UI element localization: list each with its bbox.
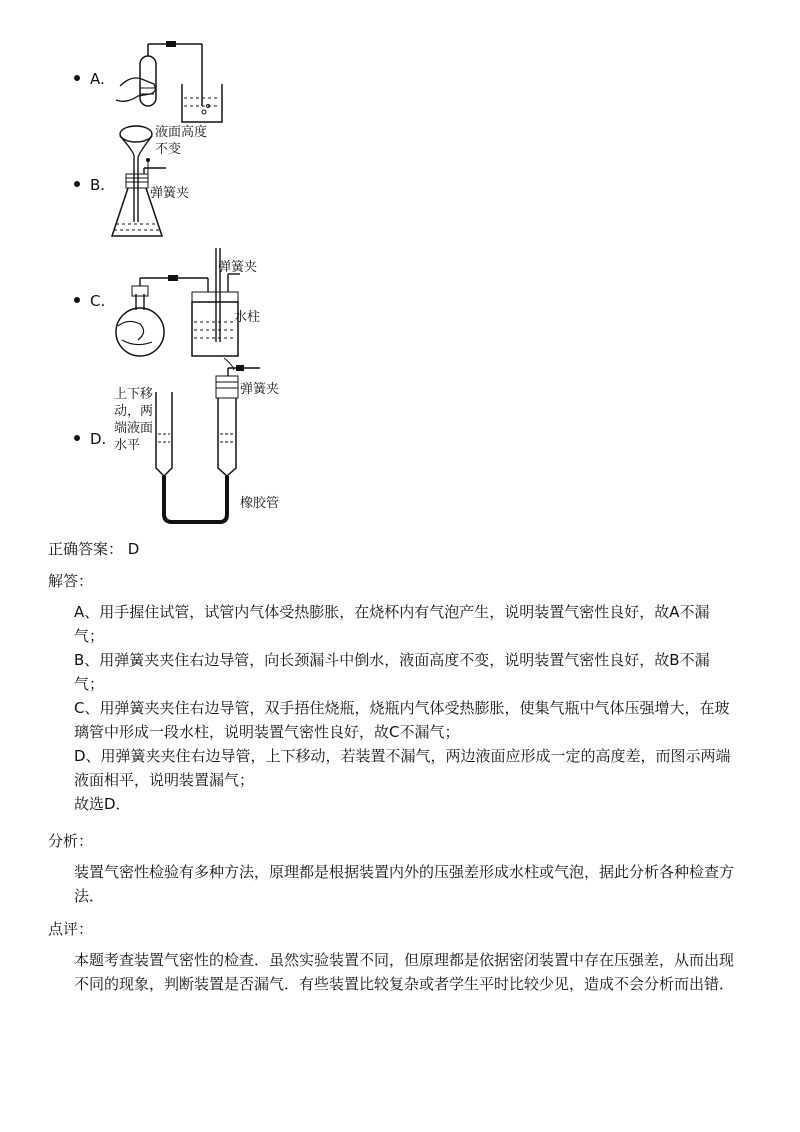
option-a[interactable]: A. [74, 70, 105, 88]
option-c[interactable]: C. [74, 292, 105, 310]
label-rubber-tube: 橡胶管 [240, 496, 280, 511]
figure-a [110, 36, 230, 126]
label-spring-clip-d: 弹簧夹 [240, 382, 280, 397]
answer-value: D [127, 540, 140, 558]
explanation-line-d: D、用弹簧夹夹住右边导管，上下移动，若装置不漏气，两边液面应形成一定的高度差，而图示两端液面相平，说明装置漏气； [74, 747, 731, 789]
bullet-icon [74, 435, 80, 441]
correct-answer: 正确答案： D [48, 540, 140, 558]
label-level-unchanged: 液面高度不变 [155, 125, 208, 157]
option-d[interactable]: D. [74, 430, 106, 448]
comment-body: 本题考查装置气密性的检查．虽然实验装置不同，但原理都是依据密闭装置中存在压强差，从而出现不同的现象，判断装置是否漏气．有些装置比较复杂或者学生平时比较少见，造成不会分析而出错． [74, 951, 735, 993]
comment-heading: 点评： [48, 920, 94, 938]
label-spring-clip-b: 弹簧夹 [150, 186, 190, 201]
explanation-body [74, 600, 734, 816]
bullet-icon [74, 297, 80, 303]
explanation-line-a: A、用手握住试管，试管内气体受热膨胀，在烧杯内有气泡产生，说明装置气密性良好，故A不漏气； [74, 603, 710, 645]
explanation-heading: 解答： [48, 572, 94, 590]
analysis-heading: 分析： [48, 832, 94, 850]
explanation-line-c: C、用弹簧夹夹住右边导管，双手捂住烧瓶，烧瓶内气体受热膨胀，使集气瓶中气体压强增大，在玻璃管中形成一段水柱，说明装置气密性良好，故C不漏气； [74, 699, 730, 741]
label-water-column: 水柱 [234, 310, 261, 325]
option-b[interactable]: B. [74, 176, 105, 194]
explanation-line-b: B、用弹簧夹夹住右边导管，向长颈漏斗中倒水，液面高度不变，说明装置气密性良好，故B不漏气； [74, 651, 710, 693]
figure-b [108, 124, 308, 248]
bullet-icon [74, 181, 80, 187]
label-move-up-down: 上下移动，两端液面水平 [114, 387, 154, 453]
bullet-icon [74, 75, 80, 81]
label-spring-clip-c: 弹簧夹 [218, 260, 258, 275]
analysis-body: 装置气密性检验有多种方法，原理都是根据装置内外的压强差形成水柱或气泡，据此分析各种检查方法． [74, 863, 735, 905]
explanation-conclusion: 故选D． [74, 795, 131, 813]
